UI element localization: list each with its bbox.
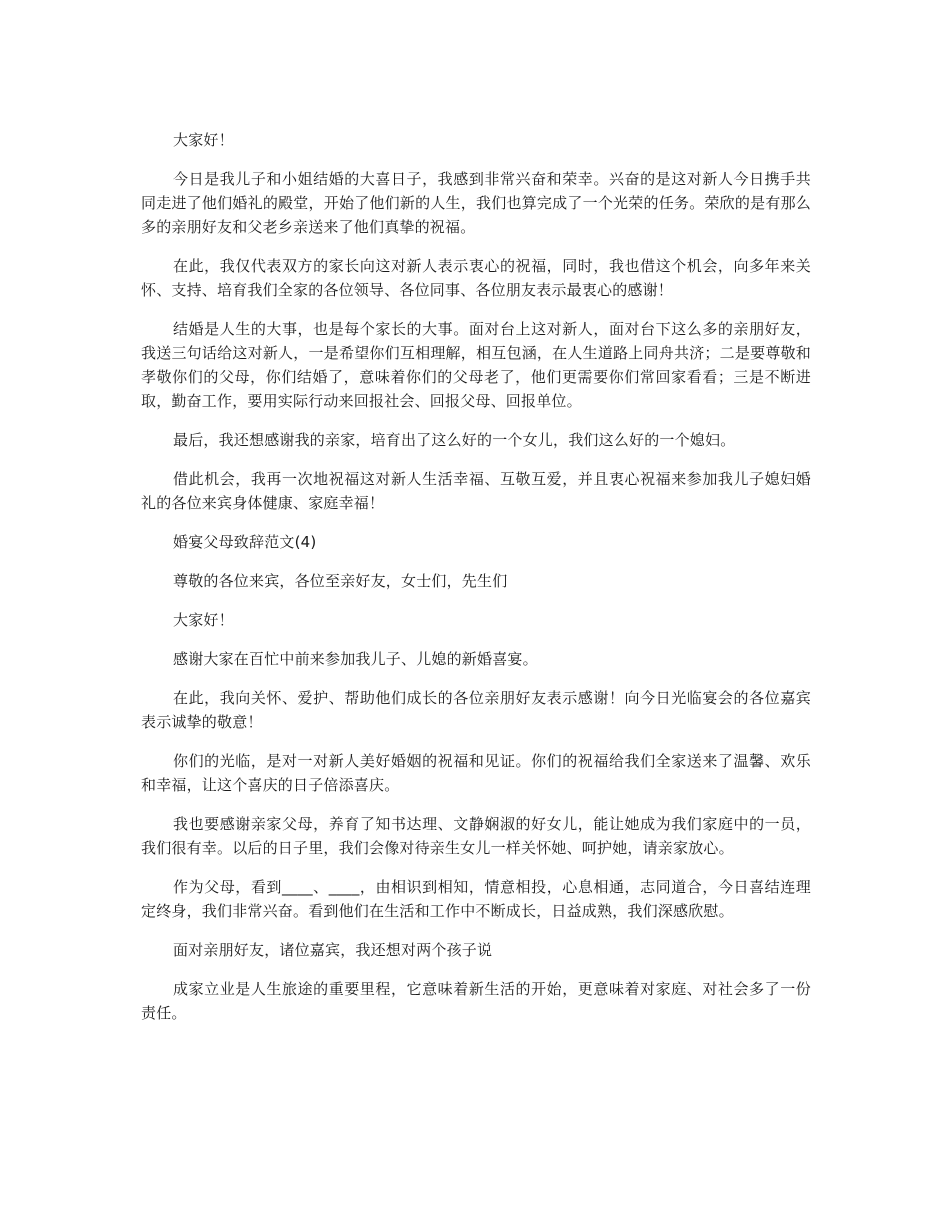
paragraph-thanks-attendance: 感谢大家在百忙中前来参加我儿子、儿媳的新婚喜宴。 bbox=[173, 650, 538, 668]
paragraph-thank-in-laws: 最后，我还想感谢我的亲家，培育出了这么好的一个女儿，我们这么好的一个媳妇。 bbox=[173, 431, 736, 449]
paragraph-three-wishes: 结婚是人生的大事，也是每个家长的大事。面对台上这对新人，面对台下这么多的亲朋好友，我送三句话给这对新人，一是希望你们互相理解，相互包涵，在人生道路上同舟共济；二是要尊敬和孝敬你们的父母，你们结婚了，意味着你们的父母老了，他们更需要你们常回家看看；三是不断进取，勤奋工作，要用实际行动来回报社会、回报父母、回报单位。 bbox=[141, 320, 811, 410]
paragraph-responsibility: 成家立业是人生旅途的重要里程，它意味着新生活的开始，更意味着对家庭、对社会多了一份责任。 bbox=[141, 980, 811, 1022]
paragraph-salutation: 尊敬的各位来宾，各位至亲好友，女士们，先生们 bbox=[173, 572, 508, 590]
paragraph-wedding-day: 今日是我儿子和小姐结婚的大喜日子，我感到非常兴奋和荣幸。兴奋的是这对新人今日携手共同走进了他们婚礼的殿堂，开始了他们新的人生，我们也算完成了一个光荣的任务。荣欣的是有那么多的亲朋好友和父老乡亲送来了他们真挚的祝福。 bbox=[141, 170, 811, 236]
paragraph-thank-in-law-parents: 我也要感谢亲家父母，养育了知书达理、文静娴淑的好女儿，能让她成为我们家庭中的一员，我们很有幸。以后的日子里，我们会像对待亲生女儿一样关怀她、呵护她，请亲家放心。 bbox=[141, 815, 811, 857]
document-page bbox=[141, 128, 811, 1040]
paragraph-greeting: 大家好！ bbox=[173, 131, 234, 149]
paragraph-greeting-2: 大家好！ bbox=[173, 611, 234, 629]
paragraph-as-parents: 作为父母，看到____、____，由相识到相知，情意相投，心息相通，志同道合，今日喜结连理定终身，我们非常兴奋。看到他们在生活和工作中不断成长，日益成熟，我们深感欣慰。 bbox=[141, 878, 811, 920]
paragraph-to-children: 面对亲朋好友，诸位嘉宾，我还想对两个孩子说 bbox=[173, 941, 493, 959]
paragraph-thanks-parents: 在此，我仅代表双方的家长向这对新人表示衷心的祝福，同时，我也借这个机会，向多年来关怀、支持、培育我们全家的各位领导、各位同事、各位朋友表示最衷心的感谢！ bbox=[141, 257, 811, 299]
paragraph-closing-blessing: 借此机会，我再一次地祝福这对新人生活幸福、互敬互爱，并且衷心祝福来参加我儿子媳妇婚礼的各位来宾身体健康、家庭幸福！ bbox=[141, 470, 811, 512]
paragraph-thanks-guests: 在此，我向关怀、爱护、帮助他们成长的各位亲朋好友表示感谢！向今日光临宴会的各位嘉宾表示诚挚的敬意！ bbox=[141, 689, 811, 731]
paragraph-guests-presence: 你们的光临，是对一对新人美好婚姻的祝福和见证。你们的祝福给我们全家送来了温馨、欢乐和幸福，让这个喜庆的日子倍添喜庆。 bbox=[141, 752, 811, 794]
section-heading: 婚宴父母致辞范文(4) bbox=[173, 533, 317, 551]
